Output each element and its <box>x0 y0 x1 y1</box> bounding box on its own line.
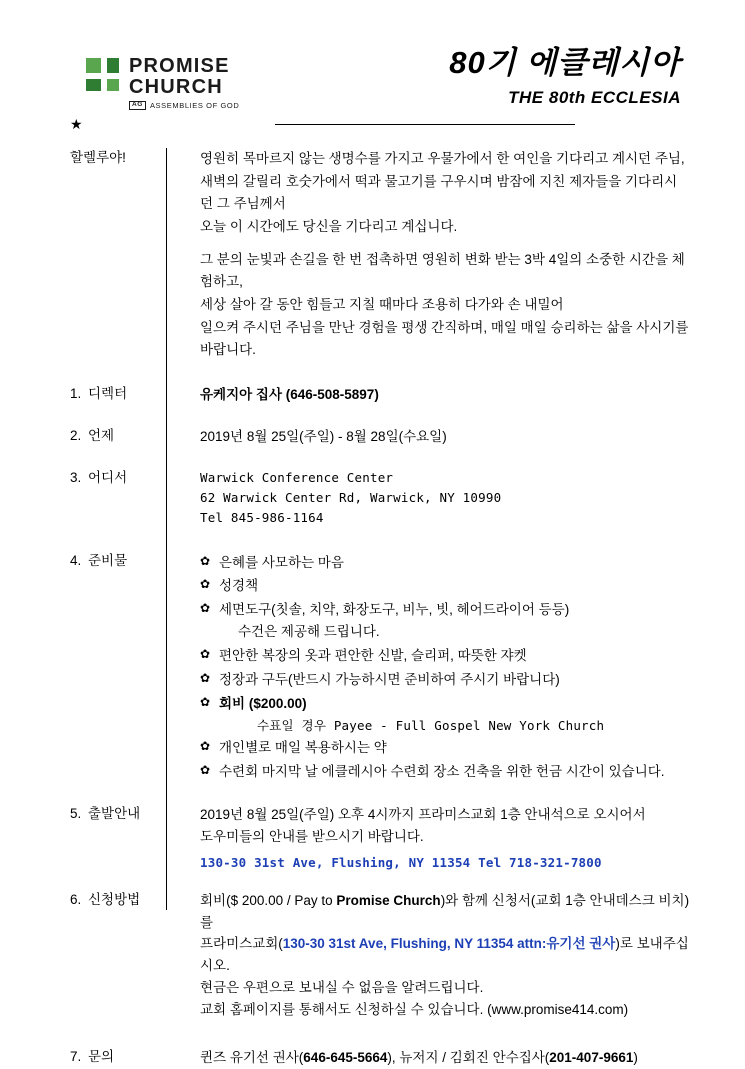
item-director-value <box>176 384 690 406</box>
list-item-text: 세면도구(칫솔, 치약, 화장도구, 비누, 빗, 헤어드라이어 등등) <box>219 601 570 617</box>
item-contact <box>70 1047 690 1069</box>
contact-line <box>200 1047 690 1069</box>
item-label: 언제 <box>88 427 115 443</box>
item-where-value <box>176 468 690 529</box>
logo-line-1: PROMISE <box>129 55 230 77</box>
header-divider <box>70 118 682 132</box>
venue-name: Warwick Conference Center <box>200 469 394 485</box>
item-label: 준비물 <box>88 552 128 568</box>
item-index: 3. <box>70 469 82 485</box>
apply-mail-text-end: )로 보내주십시오. <box>200 936 689 974</box>
apply-fee-text-end: )와 함께 신청서(교회 1층 안내데스크 비치)를 <box>200 892 690 930</box>
greeting-line: 오늘 이 시간에도 당신을 기다리고 계십니다. <box>200 219 458 235</box>
item-when-value <box>176 426 690 448</box>
item-label: 디렉터 <box>88 386 128 402</box>
list-item-text: 은혜를 사모하는 마음 <box>219 554 344 570</box>
list-item <box>200 551 690 575</box>
greeting-line: 세상 살아 갈 동안 힘들고 지칠 때마다 조용히 다가와 손 내밀어 <box>200 297 564 313</box>
document-body <box>70 148 690 1069</box>
item-director <box>70 384 690 406</box>
item-supplies-value <box>176 551 690 784</box>
item-label: 출발안내 <box>88 805 141 821</box>
apply-line-4: 교회 홈페이지를 통해서도 신청하실 수 있습니다. (www.promise414.com) <box>200 1001 629 1017</box>
church-address-highlight: 130-30 31st Ave, Flushing, NY 11354 Tel 718-321-7800 <box>200 855 602 871</box>
star-icon: ★ <box>70 116 83 132</box>
venue-phone: Tel 845-986-1164 <box>200 510 324 526</box>
item-departure <box>70 804 690 874</box>
page-title: 80기 에클레시아 <box>449 45 681 80</box>
director-name-phone: 유케지아 집사 (646-508-5897) <box>200 387 379 403</box>
list-item-text: 정장과 구두(반드시 가능하시면 준비하여 주시기 바랍니다) <box>219 671 560 687</box>
flower-bullet-icon: ✿ <box>200 647 211 662</box>
supplies-list <box>200 551 690 784</box>
item-apply <box>70 890 690 1021</box>
item-supplies <box>70 551 690 784</box>
contact-name-2: ), 뉴저지 / 김회진 안수집사( <box>387 1049 550 1065</box>
item-apply-label <box>70 890 176 1021</box>
logo-affiliation <box>129 101 239 110</box>
list-item <box>200 692 690 737</box>
list-item-text: 회비 ($200.00) <box>219 695 307 711</box>
flower-bullet-icon: ✿ <box>200 694 211 709</box>
mail-address-highlight: 130-30 31st Ave, Flushing, NY 11354 attn:유기선 권사 <box>282 936 616 952</box>
flower-bullet-icon: ✿ <box>200 553 211 568</box>
list-item-text: 편안한 복장의 옷과 편안한 신발, 슬리퍼, 따뜻한 쟈켓 <box>219 648 527 664</box>
contact-paren-close: ) <box>633 1049 638 1065</box>
page-subtitle: THE 80th ECCLESIA <box>508 88 681 108</box>
divider-line <box>275 124 575 125</box>
item-label: 문의 <box>88 1048 115 1064</box>
flower-bullet-icon: ✿ <box>200 739 211 754</box>
list-item-subtext: 수표일 경우 Payee - Full Gospel New York Church <box>257 718 605 734</box>
apply-line-3: 현금은 우편으로 보내실 수 없음을 알려드립니다. <box>200 980 484 996</box>
list-item <box>200 644 690 668</box>
list-item <box>200 668 690 692</box>
event-dates: 2019년 8월 25일(주일) - 8월 28일(수요일) <box>200 428 447 444</box>
item-apply-value <box>176 890 690 1021</box>
item-index: 5. <box>70 805 82 821</box>
greeting-line: 새벽의 갈릴리 호숫가에서 떡과 물고기를 구우시며 밤잠에 지친 제자들을 기다리시던 그 주님께서 <box>200 173 678 212</box>
item-label: 어디서 <box>88 469 128 485</box>
item-index: 1. <box>70 386 82 402</box>
list-item <box>200 760 690 784</box>
ag-badge: AG <box>129 101 146 110</box>
departure-line: 2019년 8월 25일(주일) 오후 4시까지 프라미스교회 1층 안내석으로 오시어서 <box>200 806 646 822</box>
item-departure-value <box>176 804 690 874</box>
flower-bullet-icon: ✿ <box>200 763 211 778</box>
greeting-line: 영원히 목마르지 않는 생명수를 가지고 우물가에서 한 여인을 기다리고 계시던 주님, <box>200 151 685 166</box>
apply-fee-text: 회비($ 200.00 / Pay to <box>200 892 337 908</box>
item-index: 2. <box>70 427 82 443</box>
greeting-line: 그 분의 눈빛과 손길을 한 번 접촉하면 영원히 변화 받는 3박 4일의 소중한 시간을 체험하고, <box>200 251 685 290</box>
flower-bullet-icon: ✿ <box>200 600 211 615</box>
document-title-block <box>449 46 681 108</box>
list-item-subtext: 수건은 제공해 드립니다. <box>238 624 380 640</box>
list-item <box>200 574 690 598</box>
promise-church-logo <box>86 56 239 110</box>
flower-bullet-icon: ✿ <box>200 577 211 592</box>
greeting-line: 일으켜 주시던 주님을 만난 경험을 평생 간직하며, 매일 매일 승리하는 삶을 사시기를 바랍니다. <box>200 319 689 358</box>
departure-line: 도우미들의 안내를 받으시기 바랍니다. <box>200 828 424 844</box>
item-departure-label <box>70 804 176 874</box>
item-director-label <box>70 384 176 406</box>
list-item <box>200 736 690 760</box>
item-label: 신청방법 <box>88 891 141 907</box>
greeting-row <box>70 148 690 362</box>
contact-phone-1: 646-645-5664 <box>303 1049 388 1065</box>
item-contact-value <box>176 1047 690 1069</box>
document-header <box>0 46 745 118</box>
cross-logo-icon <box>86 58 122 94</box>
item-when-label <box>70 426 176 448</box>
logo-line-2: CHURCH <box>129 76 223 98</box>
apply-line-1 <box>200 890 690 934</box>
logo-wordmark <box>129 56 239 110</box>
list-item-text: 개인별로 매일 복용하시는 약 <box>219 740 387 756</box>
apply-mail-text: 프라미스교회( <box>200 936 283 952</box>
item-contact-label <box>70 1047 176 1069</box>
flower-bullet-icon: ✿ <box>200 670 211 685</box>
list-item-text: 수련회 마지막 날 에클레시아 수련회 장소 건축을 위한 헌금 시간이 있습니다. <box>219 764 665 780</box>
item-where-label <box>70 468 176 529</box>
item-index: 6. <box>70 891 82 907</box>
apply-line-2 <box>200 933 690 977</box>
item-index: 4. <box>70 552 82 568</box>
contact-name-1: 퀸즈 유기선 권사( <box>200 1049 304 1065</box>
list-item <box>200 598 690 645</box>
greeting-label: 할렐루야! <box>70 150 126 165</box>
item-supplies-label <box>70 551 176 784</box>
item-where <box>70 468 690 529</box>
greeting-text <box>176 148 690 362</box>
list-item-text: 성경책 <box>219 578 259 594</box>
affiliation-text: ASSEMBLIES OF GOD <box>149 100 240 110</box>
venue-address: 62 Warwick Center Rd, Warwick, NY 10990 <box>200 490 502 506</box>
item-when <box>70 426 690 448</box>
payee-name: Promise Church <box>336 892 441 908</box>
item-index: 7. <box>70 1048 82 1064</box>
contact-phone-2: 201-407-9661 <box>549 1049 634 1065</box>
